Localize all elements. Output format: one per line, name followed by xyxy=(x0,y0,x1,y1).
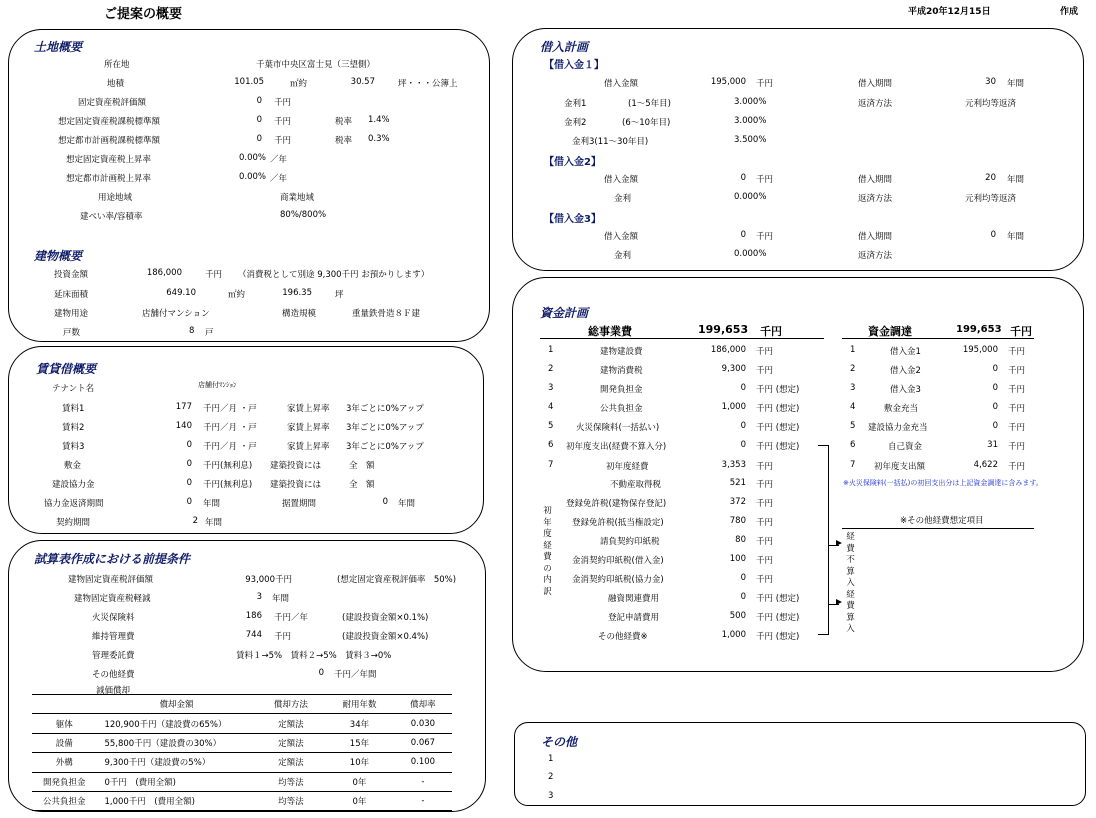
building-use-value: 店舗付マンション xyxy=(142,309,210,319)
table-row xyxy=(32,733,452,752)
src-no: 6 xyxy=(850,440,856,450)
loan1-rate2-range: (6～10年目) xyxy=(622,118,671,128)
defer-value: 0 xyxy=(382,497,388,507)
document-date: 平成20年12月15日 xyxy=(908,7,991,17)
deposit-label: 敷金 xyxy=(64,461,82,471)
maint-note: (建設投資金額×0.4%) xyxy=(342,632,429,642)
initial-label: その他経費※ xyxy=(598,632,648,642)
dep-item: 躯体 xyxy=(32,714,96,733)
initial-value: 0 xyxy=(740,573,746,583)
initial-value: 100 xyxy=(729,554,746,564)
dep-header-method: 償却方法 xyxy=(257,695,326,714)
fixed-rate-value: 1.4% xyxy=(368,115,390,125)
lease-section-title: 賃貸借概要 xyxy=(36,362,97,376)
src-header-rule xyxy=(842,338,1034,339)
rent1-rise-label: 家賃上昇率 xyxy=(287,404,330,414)
bld-reduce-label: 建物固定資産税軽減 xyxy=(74,594,151,604)
dep-method: 定額法 xyxy=(257,733,326,752)
arrow-lower-head-icon xyxy=(836,599,842,605)
loan2-method-value: 元利均等返済 xyxy=(965,194,1017,204)
building-cost-unit: 千円 xyxy=(205,270,223,280)
cost-label: 建物消費税 xyxy=(600,366,643,376)
cost-label: 建物建設費 xyxy=(600,347,643,357)
expense-category-vertical-label: 経費不算入経費算入 xyxy=(846,532,855,634)
initial-unit: 千円 xyxy=(756,499,774,509)
units-unit: 戸 xyxy=(205,328,214,338)
initial-value: 80 xyxy=(735,535,746,545)
dep-rate: 0.030 xyxy=(394,714,452,733)
dep-header-item xyxy=(32,695,96,714)
initial-label: 請負契約印紙税 xyxy=(600,537,660,547)
dep-header-life: 耐用年数 xyxy=(325,695,394,714)
loan1-amount-value: 195,000 xyxy=(710,77,746,87)
rent3-rise-label: 家賃上昇率 xyxy=(287,442,330,452)
loan-section-title: 借入計画 xyxy=(540,40,589,54)
fire-label: 火災保険料 xyxy=(92,613,135,623)
table-row xyxy=(32,753,452,772)
deposit-unit: 千円(無利息) xyxy=(203,461,253,471)
loan1-rate3-value: 3.500% xyxy=(734,135,767,145)
cost-total-unit: 千円 xyxy=(760,325,782,338)
loan2-amount-unit: 千円 xyxy=(756,175,774,185)
cost-total: 199,653 xyxy=(698,323,749,336)
initial-label: 融資関連費用 xyxy=(608,594,660,604)
loan2-rate-label: 金利 xyxy=(614,194,632,204)
coop-unit: 千円(無利息) xyxy=(203,480,253,490)
loan3-amount-value: 0 xyxy=(740,230,746,240)
mgmt-value: 賃料１→5% 賃料２→5% 賃料３→0% xyxy=(236,651,392,661)
depreciation-table xyxy=(32,694,452,811)
fixed-std-value: 0 xyxy=(256,115,262,125)
dep-header-amount: 償却金額 xyxy=(96,695,256,714)
src-label: 借入金3 xyxy=(890,385,921,395)
bld-eval-label: 建物固定資産税評価額 xyxy=(68,575,154,585)
cost-header-rule xyxy=(540,338,824,339)
other-label: その他経費 xyxy=(92,670,135,680)
initial-unit: 千円 xyxy=(756,556,774,566)
cost-unit: 千円 xyxy=(756,366,774,376)
dep-rate: 0.100 xyxy=(394,753,452,772)
dep-amount: 0千円 (費用全額) xyxy=(96,772,256,791)
initial-unit: 千円 (想定) xyxy=(756,594,800,604)
contract-unit: 年間 xyxy=(205,518,223,528)
city-std-unit: 千円 xyxy=(274,136,292,146)
src-label: 敷金充当 xyxy=(884,404,919,414)
src-label: 建設協力金充当 xyxy=(868,423,928,433)
assumptions-section-title: 試算表作成における前提条件 xyxy=(34,552,191,566)
dep-method: 均等法 xyxy=(257,791,326,810)
src-value: 0 xyxy=(992,421,998,431)
src-no: 7 xyxy=(850,460,856,470)
floor-area-tsubo-unit: 坪 xyxy=(335,290,344,300)
src-no: 3 xyxy=(850,383,856,393)
initial-label: 登録免許税(建物保存登記) xyxy=(566,499,667,509)
coop-all: 全 額 xyxy=(349,480,375,490)
dep-rate: - xyxy=(394,791,452,810)
dep-amount: 120,900千円（建設費の65%） xyxy=(96,714,256,733)
rent2-value: 140 xyxy=(175,421,192,431)
cost-unit: 千円 xyxy=(756,347,774,357)
fixed-std-unit: 千円 xyxy=(274,117,292,127)
cost-unit: 千円 (想定) xyxy=(756,442,800,452)
deposit-note: 建築投資には xyxy=(270,461,322,471)
src-total-unit: 千円 xyxy=(1010,325,1032,338)
units-value: 8 xyxy=(189,326,195,336)
loan1-method-label: 返済方法 xyxy=(858,99,893,109)
src-label: 借入金1 xyxy=(890,347,921,357)
others-item: 3 xyxy=(548,791,554,801)
cost-value: 1,000 xyxy=(721,402,746,412)
cost-no: 2 xyxy=(548,364,554,374)
cost-value: 0 xyxy=(740,383,746,393)
dep-amount: 1,000千円 (費用全額) xyxy=(96,791,256,810)
dep-method: 定額法 xyxy=(257,714,326,733)
dep-item: 設備 xyxy=(32,733,96,752)
building-section-title: 建物概要 xyxy=(34,249,83,263)
cost-unit: 千円 (想定) xyxy=(756,385,800,395)
bracket-vertical xyxy=(828,445,829,635)
dep-rate: 0.067 xyxy=(394,733,452,752)
src-value: 0 xyxy=(992,402,998,412)
contract-label: 契約期間 xyxy=(56,518,91,528)
others-section-box xyxy=(514,722,1086,806)
loan1-rate1-range: (1～5年目) xyxy=(628,99,671,109)
loan3-method-label: 返済方法 xyxy=(858,251,893,261)
building-cost-value: 186,000 xyxy=(146,268,182,278)
loan3-amount-unit: 千円 xyxy=(756,232,774,242)
src-no: 5 xyxy=(850,421,856,431)
building-cost-note: （消費税として別途 9,300千円 お預かりします） xyxy=(238,270,430,280)
loan3-period-unit: 年間 xyxy=(1007,232,1025,242)
src-header: 資金調達 xyxy=(868,325,912,338)
cost-value: 186,000 xyxy=(710,345,746,355)
src-no: 1 xyxy=(850,345,856,355)
rent2-label: 賃料2 xyxy=(62,423,85,433)
initial-unit: 千円 xyxy=(756,537,774,547)
others-item: 2 xyxy=(548,772,554,782)
fixed-rise-unit: ／年 xyxy=(270,155,288,165)
cost-no: 5 xyxy=(548,421,554,431)
initial-unit: 千円 (想定) xyxy=(756,613,800,623)
cost-no: 4 xyxy=(548,402,554,412)
loan3-period-label: 借入期間 xyxy=(858,232,893,242)
initial-value: 500 xyxy=(729,611,746,621)
loan3-period-value: 0 xyxy=(990,230,996,240)
dep-life: 0年 xyxy=(325,772,394,791)
ratio-value: 80%/800% xyxy=(280,210,327,220)
rent2-rise-label: 家賃上昇率 xyxy=(287,423,330,433)
area-m2-unit: ㎡約 xyxy=(290,79,308,89)
initial-value: 0 xyxy=(740,592,746,602)
table-row xyxy=(32,714,452,733)
city-rate-value: 0.3% xyxy=(368,134,390,144)
floor-area-m2: 649.10 xyxy=(166,288,196,298)
cost-no: 7 xyxy=(548,460,554,470)
coop-note: 建築投資には xyxy=(270,480,322,490)
src-unit: 千円 xyxy=(1008,462,1026,472)
src-unit: 千円 xyxy=(1008,347,1026,357)
rent1-rise-value: 3年ごとに0%アップ xyxy=(346,404,424,414)
initial-expense-vertical-label: 初年度経費の内訳 xyxy=(543,506,552,597)
cost-header: 総事業費 xyxy=(588,325,632,338)
dep-amount: 9,300千円（建設費の5%） xyxy=(96,753,256,772)
page-title: ご提案の概要 xyxy=(104,7,183,22)
fixed-eval-unit: 千円 xyxy=(274,98,292,108)
initial-value: 372 xyxy=(729,497,746,507)
src-label: 借入金2 xyxy=(890,366,921,376)
src-unit: 千円 xyxy=(1008,404,1026,414)
dep-method: 均等法 xyxy=(257,772,326,791)
cost-value: 0 xyxy=(740,421,746,431)
src-total: 199,653 xyxy=(956,324,1002,335)
cost-label: 初年度支出(経費不算入分) xyxy=(566,442,667,452)
cost-unit: 千円 (想定) xyxy=(756,423,800,433)
others-item: 1 xyxy=(548,754,554,764)
loan1-amount-label: 借入金額 xyxy=(604,79,639,89)
coop-label: 建設協力金 xyxy=(52,480,95,490)
initial-label: 金消契約印紙税(借入金) xyxy=(572,556,664,566)
fire-note: (建設投資金額×0.1%) xyxy=(342,613,429,623)
arrow-upper-head-icon xyxy=(836,540,842,546)
table-row xyxy=(32,772,452,791)
initial-value: 521 xyxy=(729,478,746,488)
units-label: 戸数 xyxy=(63,328,81,338)
tenant-value: 店舗付ﾏﾝｼｮﾝ xyxy=(198,381,237,389)
loan2-period-label: 借入期間 xyxy=(858,175,893,185)
fixed-eval-label: 固定資産税評価額 xyxy=(78,98,147,108)
src-value: 31 xyxy=(987,440,998,450)
coop-repay-unit: 年間 xyxy=(203,499,221,509)
loan3-title: 【借入金3】 xyxy=(544,214,601,225)
bld-eval-value: 93,000千円 xyxy=(245,575,292,585)
structure-value: 重量鉄骨造８Ｆ建 xyxy=(352,309,421,319)
zone-label: 用途地域 xyxy=(98,193,133,203)
structure-label: 構造規模 xyxy=(282,309,317,319)
tenant-label: テナント名 xyxy=(52,384,95,394)
src-unit: 千円 xyxy=(1008,442,1026,452)
cost-no: 3 xyxy=(548,383,554,393)
src-unit: 千円 xyxy=(1008,423,1026,433)
city-std-value: 0 xyxy=(256,134,262,144)
bld-reduce-value: 3 xyxy=(256,592,262,602)
loan3-amount-label: 借入金額 xyxy=(604,232,639,242)
deposit-value: 0 xyxy=(186,459,192,469)
rent3-rise-value: 3年ごとに0%アップ xyxy=(346,442,424,452)
initial-value: 1,000 xyxy=(721,630,746,640)
coop-repay-label: 協力金返済期間 xyxy=(44,499,104,509)
bracket-bottom-tick xyxy=(818,634,828,635)
src-label: 自己資金 xyxy=(888,442,923,452)
dep-life: 34年 xyxy=(325,714,394,733)
cost-value: 3,353 xyxy=(721,460,746,470)
building-cost-label: 投資金額 xyxy=(54,270,89,280)
rent1-value: 177 xyxy=(175,402,192,412)
city-rate-label: 税率 xyxy=(335,136,353,146)
cost-unit: 千円 xyxy=(756,462,774,472)
city-std-label: 想定都市計画税課税標準額 xyxy=(58,136,161,146)
src-no: 2 xyxy=(850,364,856,374)
loan3-rate-value: 0.000% xyxy=(734,249,767,259)
deposit-all: 全 額 xyxy=(349,461,375,471)
depreciation-label: 減価償却 xyxy=(96,686,131,696)
defer-unit: 年間 xyxy=(398,499,416,509)
funds-section-title: 資金計画 xyxy=(540,306,589,320)
cost-label: 開発負担金 xyxy=(600,385,643,395)
area-m2-value: 101.05 xyxy=(234,77,264,87)
cost-value: 0 xyxy=(740,440,746,450)
area-tsubo-unit: 坪・・・公簿上 xyxy=(398,79,458,89)
rent1-label: 賃料1 xyxy=(62,404,85,414)
initial-label: 登記申請費用 xyxy=(608,613,660,623)
loan2-method-label: 返済方法 xyxy=(858,194,893,204)
city-rise-value: 0.00% xyxy=(238,172,266,182)
building-use-label: 建物用途 xyxy=(54,309,89,319)
cost-label: 火災保険料(一括払い) xyxy=(576,423,660,433)
cost-unit: 千円 (想定) xyxy=(756,404,800,414)
loan3-rate-label: 金利 xyxy=(614,251,632,261)
cost-no: 6 xyxy=(548,440,554,450)
other-expense-rule xyxy=(842,528,1034,529)
area-label: 地積 xyxy=(107,79,125,89)
maint-unit: 千円 xyxy=(274,632,292,642)
src-value: 0 xyxy=(992,364,998,374)
fire-value: 186 xyxy=(245,611,262,621)
city-rise-label: 想定都市計画税上昇率 xyxy=(66,174,152,184)
dep-method: 定額法 xyxy=(257,753,326,772)
dep-life: 15年 xyxy=(325,733,394,752)
rent1-unit: 千円／月 ・戸 xyxy=(203,404,257,414)
loan1-period-unit: 年間 xyxy=(1007,79,1025,89)
loan2-period-value: 20 xyxy=(985,173,996,183)
fixed-eval-value: 0 xyxy=(256,96,262,106)
zone-value: 商業地域 xyxy=(280,193,315,203)
bld-reduce-unit: 年間 xyxy=(272,594,290,604)
initial-label: 登録免許税(抵当権設定) xyxy=(572,518,664,528)
rent3-unit: 千円／月 ・戸 xyxy=(203,442,257,452)
floor-area-m2-unit: ㎡約 xyxy=(228,290,246,300)
dep-item: 開発負担金 xyxy=(32,772,96,791)
loan1-rate2-value: 3.000% xyxy=(734,116,767,126)
coop-repay-value: 0 xyxy=(186,497,192,507)
initial-unit: 千円 xyxy=(756,575,774,585)
src-value: 195,000 xyxy=(962,345,998,355)
cost-label: 初年度経費 xyxy=(606,462,649,472)
bracket-top-tick xyxy=(818,445,828,446)
depreciation-header-row xyxy=(32,695,452,714)
dep-life: 0年 xyxy=(325,791,394,810)
bld-eval-note: (想定固定資産税評価率 50%) xyxy=(337,575,457,585)
dep-header-rate: 償却率 xyxy=(394,695,452,714)
loan2-amount-label: 借入金額 xyxy=(604,175,639,185)
loan1-rate2-label: 金利2 xyxy=(564,118,587,128)
area-tsubo-value: 30.57 xyxy=(350,77,375,87)
others-section-title: その他 xyxy=(541,735,578,749)
fixed-rise-label: 想定固定資産税上昇率 xyxy=(66,155,152,165)
initial-unit: 千円 xyxy=(756,518,774,528)
loan2-rate-value: 0.000% xyxy=(734,192,767,202)
fixed-rise-value: 0.00% xyxy=(238,153,266,163)
other-value: 0 xyxy=(318,668,324,678)
mgmt-label: 管理委託費 xyxy=(92,651,135,661)
dep-amount: 55,800千円（建設費の30%） xyxy=(96,733,256,752)
loan1-rate3-label: 金利3(11～30年目) xyxy=(572,137,649,147)
rent2-unit: 千円／月 ・戸 xyxy=(203,423,257,433)
loan1-period-value: 30 xyxy=(985,77,996,87)
dep-item: 外構 xyxy=(32,753,96,772)
table-row xyxy=(32,791,452,810)
defer-label: 据置期間 xyxy=(282,499,317,509)
loan1-rate1-label: 金利1 xyxy=(564,99,587,109)
maint-label: 維持管理費 xyxy=(92,632,135,642)
loan2-amount-value: 0 xyxy=(740,173,746,183)
loan1-period-label: 借入期間 xyxy=(858,79,893,89)
cost-no: 1 xyxy=(548,345,554,355)
floor-area-label: 延床面積 xyxy=(54,290,89,300)
cost-label: 公共負担金 xyxy=(600,404,643,414)
cost-value: 9,300 xyxy=(721,364,746,374)
maint-value: 744 xyxy=(245,630,262,640)
initial-unit: 千円 xyxy=(756,480,774,490)
src-value: 0 xyxy=(992,383,998,393)
floor-area-tsubo: 196.35 xyxy=(282,288,312,298)
contract-value: 2 xyxy=(192,516,198,526)
fixed-std-label: 想定固定資産税課税標準額 xyxy=(58,117,161,127)
initial-label: 金消契約印紙税(協力金) xyxy=(572,575,664,585)
land-section-title: 土地概要 xyxy=(34,40,83,54)
other-expense-note: ※その他経費想定項目 xyxy=(900,516,984,526)
rent3-label: 賃料3 xyxy=(62,442,85,452)
loan1-amount-unit: 千円 xyxy=(756,79,774,89)
rent3-value: 0 xyxy=(186,440,192,450)
address-label: 所在地 xyxy=(104,60,130,70)
initial-unit: 千円 (想定) xyxy=(756,632,800,642)
fire-insurance-note: ※火災保険料(一括払)の初回支出分は上記資金調達に含みます。 xyxy=(843,479,1043,487)
initial-label: 不動産取得税 xyxy=(610,480,662,490)
dep-item: 公共負担金 xyxy=(32,791,96,810)
fixed-rate-label: 税率 xyxy=(335,117,353,127)
src-unit: 千円 xyxy=(1008,385,1026,395)
loan2-period-unit: 年間 xyxy=(1007,175,1025,185)
loan2-title: 【借入金2】 xyxy=(544,157,601,168)
src-label: 初年度支出額 xyxy=(874,462,926,472)
rent2-rise-value: 3年ごとに0%アップ xyxy=(346,423,424,433)
dep-life: 10年 xyxy=(325,753,394,772)
dep-rate: - xyxy=(394,772,452,791)
coop-value: 0 xyxy=(186,478,192,488)
fire-unit: 千円／年 xyxy=(274,613,309,623)
ratio-label: 建ぺい率/容積率 xyxy=(80,212,143,222)
initial-value: 780 xyxy=(729,516,746,526)
address-value: 千葉市中央区富士見（三望側） xyxy=(256,60,376,70)
src-unit: 千円 xyxy=(1008,366,1026,376)
city-rise-unit: ／年 xyxy=(270,174,288,184)
loan1-method-value: 元利均等返済 xyxy=(965,99,1017,109)
loan1-rate1-value: 3.000% xyxy=(734,97,767,107)
src-no: 4 xyxy=(850,402,856,412)
other-unit: 千円／年間 xyxy=(334,670,377,680)
src-value: 4,622 xyxy=(973,460,998,470)
document-suffix: 作成 xyxy=(1060,7,1079,17)
loan1-title: 【借入金１】 xyxy=(544,60,604,71)
